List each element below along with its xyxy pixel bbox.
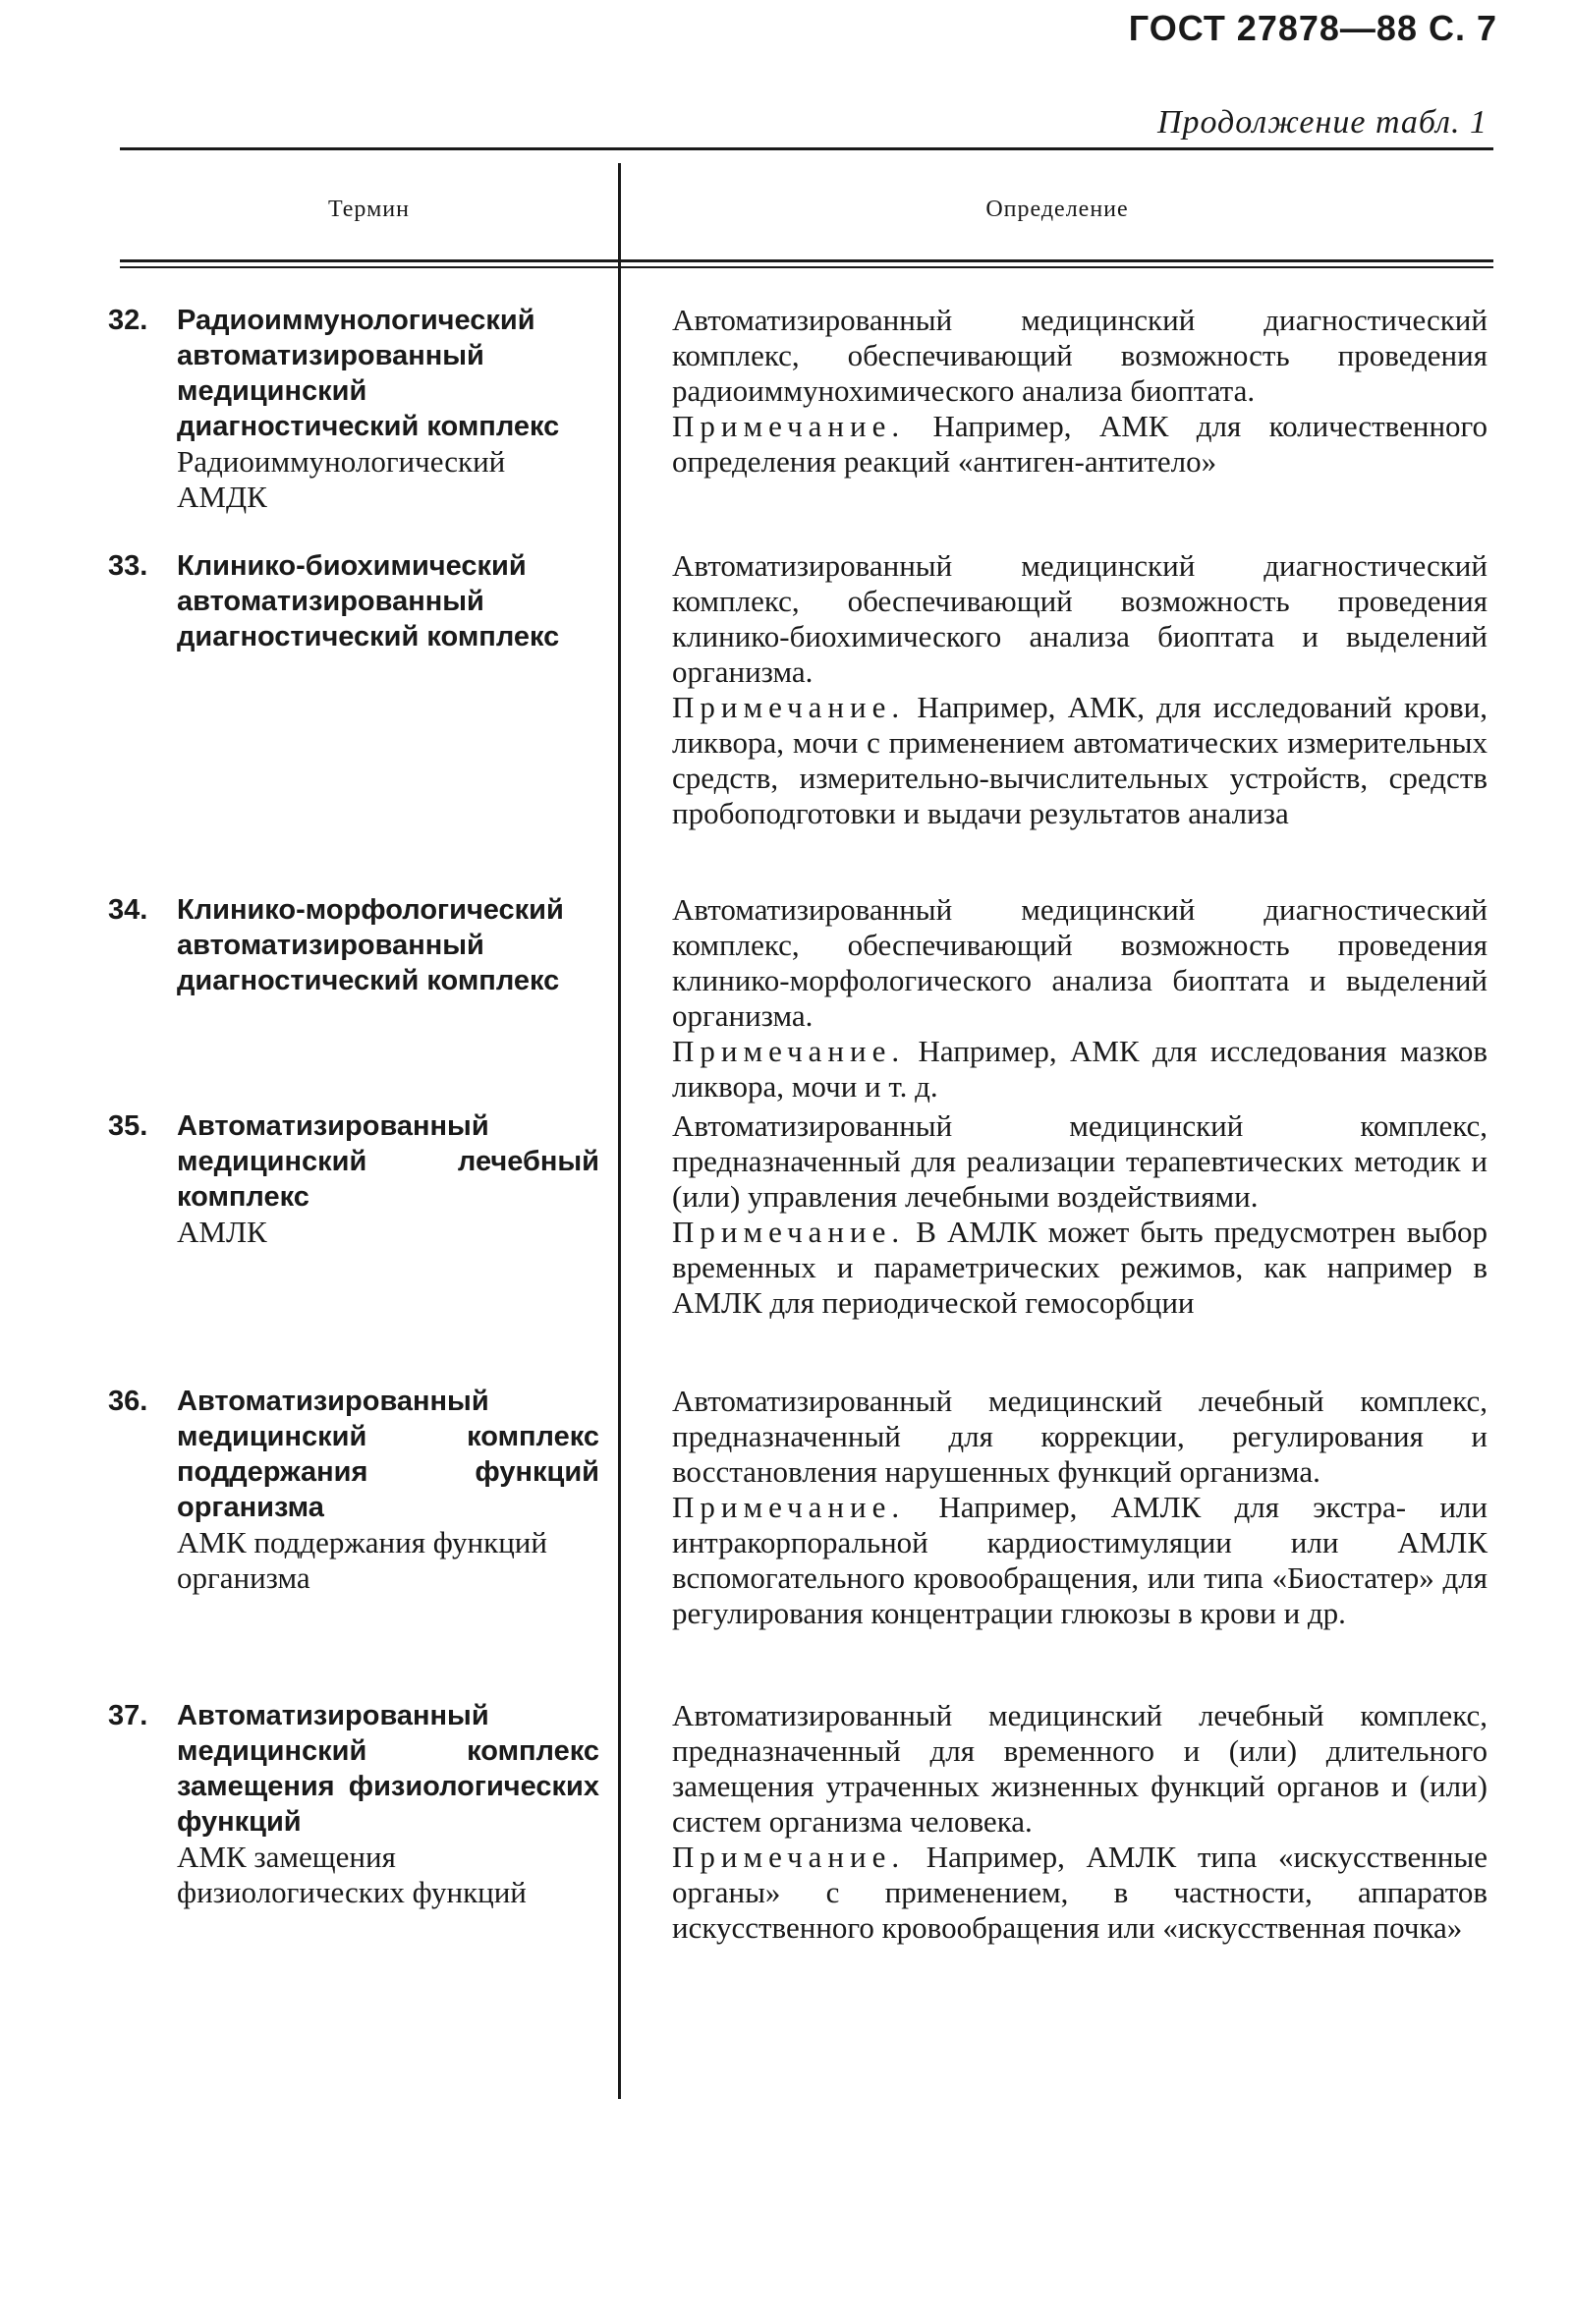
term-number: 32.	[108, 305, 148, 336]
term-number: 36.	[108, 1386, 148, 1417]
definition-note	[672, 1490, 1488, 1631]
term-entry-36	[108, 1384, 599, 1596]
term-number: 35.	[108, 1110, 148, 1142]
definition-text: Автоматизированный медицинский лечебный комплекс, предназначенный для временного и (или) длительного замещения утраченных жизненных функций органов и (или) систем организма человека.	[672, 1698, 1488, 1839]
note-label: Примечание.	[672, 409, 906, 443]
note-text: Например, АМК, для исследований крови, ликвора, мочи с применением автоматических измерительных средств, измерительно-вычислительных устройств, средств пробоподготовки и выдачи результатов анализа	[672, 690, 1488, 830]
note-label: Примечание.	[672, 690, 906, 724]
term-title: Автоматизированный медицинский лечебный комплекс	[177, 1110, 599, 1213]
definition-entry-33	[672, 548, 1488, 831]
note-text: В АМЛК может быть предусмотрен выбор временных и параметрических режимов, как например в АМЛК для периодической гемосорбции	[672, 1215, 1488, 1320]
note-text: Например, АМЛК типа «искусственные органы» с применением, в частности, аппаратов искусственного кровообращения или «искусственная почка»	[672, 1840, 1488, 1945]
term-abbreviation: АМК поддержания функций организма	[177, 1525, 547, 1595]
note-label: Примечание.	[672, 1034, 906, 1068]
definition-text: Автоматизированный медицинский диагностический комплекс, обеспечивающий возможность проведения радиоиммунохимического анализа биоптата.	[672, 303, 1488, 408]
term-title: Клинико-морфологический автоматизированный диагностический комплекс	[177, 894, 564, 996]
definition-entry-32	[672, 303, 1488, 480]
column-header-term: Термин	[328, 197, 410, 222]
table-continuation-label: Продолжение табл. 1	[1156, 104, 1488, 141]
term-number: 37.	[108, 1700, 148, 1731]
definition-entry-34	[672, 892, 1488, 1105]
definition-entry-37	[672, 1698, 1488, 1946]
definition-text: Автоматизированный медицинский диагностический комплекс, обеспечивающий возможность проведения клинико-морфологического анализа биоптата и выделений организма.	[672, 892, 1488, 1033]
header-rule-double	[120, 266, 1493, 268]
note-text: Например, АМЛК для экстра- или интракорпоральной кардиостимуляции или АМЛК вспомогательного кровообращения, или типа «Биостатер» для регулирования концентрации глюкозы в крови и др.	[672, 1490, 1488, 1630]
term-entry-33	[108, 548, 599, 654]
column-divider	[618, 163, 621, 2099]
definition-note	[672, 690, 1488, 831]
definition-note	[672, 1840, 1488, 1946]
term-title: Радиоиммунологический автоматизированный медицинский диагностический комплекс	[177, 305, 560, 442]
definition-entry-36	[672, 1384, 1488, 1631]
term-entry-32	[108, 303, 599, 515]
definition-note	[672, 409, 1488, 480]
header-rule	[120, 259, 1493, 262]
term-abbreviation: АМК замещения физиологических функций	[177, 1840, 527, 1909]
note-text: Например, АМК для количественного определения реакций «антиген-антитело»	[672, 409, 1488, 479]
definition-entry-35	[672, 1108, 1488, 1321]
column-header-definition: Определение	[985, 197, 1129, 222]
term-title: Автоматизированный медицинский комплекс поддержания функций организма	[177, 1386, 599, 1523]
note-label: Примечание.	[672, 1215, 906, 1249]
term-number: 34.	[108, 894, 148, 926]
table-top-rule	[120, 147, 1493, 150]
term-entry-34	[108, 892, 599, 998]
definition-note	[672, 1034, 1488, 1105]
definition-note	[672, 1215, 1488, 1321]
note-label: Примечание.	[672, 1490, 906, 1524]
note-text: Например, АМК для исследования мазков ликвора, мочи и т. д.	[672, 1034, 1488, 1104]
term-title: Клинико-биохимический автоматизированный диагностический комплекс	[177, 550, 560, 652]
definition-text: Автоматизированный медицинский комплекс, предназначенный для реализации терапевтических методик и (или) управления лечебными воздействиями.	[672, 1108, 1488, 1214]
note-label: Примечание.	[672, 1840, 906, 1874]
definition-text: Автоматизированный медицинский лечебный комплекс, предназначенный для коррекции, регулирования и восстановления нарушенных функций организма.	[672, 1384, 1488, 1489]
term-number: 33.	[108, 550, 148, 582]
term-abbreviation: Радиоиммунологический АМДК	[177, 444, 506, 514]
term-entry-35	[108, 1108, 599, 1250]
term-abbreviation: АМЛК	[177, 1215, 267, 1249]
page-header: ГОСТ 27878—88 С. 7	[1128, 8, 1497, 48]
term-title: Автоматизированный медицинский комплекс замещения физиологических функций	[177, 1700, 599, 1838]
definition-text: Автоматизированный медицинский диагностический комплекс, обеспечивающий возможность проведения клинико-биохимического анализа биоптата и выделений организма.	[672, 548, 1488, 689]
term-entry-37	[108, 1698, 599, 1910]
